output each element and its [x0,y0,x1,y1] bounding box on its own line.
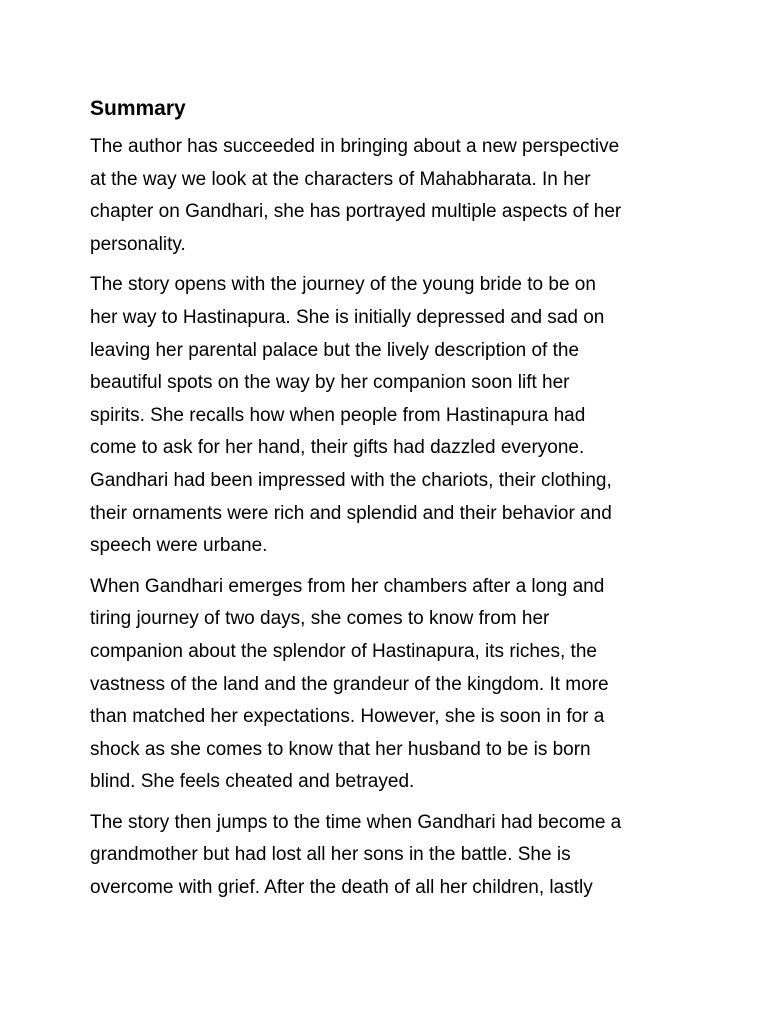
text-line: The story opens with the journey of the young bride to be on [90,274,596,296]
text-line: spirits. She recalls how when people from Hastinapura had [90,404,586,426]
text-line: The author has succeeded in bringing about a new perspective [90,136,620,157]
text-line: beautiful spots on the way by her companion soon lift her [90,372,570,394]
paragraph-4 [90,807,690,905]
text-line: The story then jumps to the time when Gandhari had become a [90,811,622,833]
text-line: come to ask for her hand, their gifts had dazzled everyone. [90,437,585,459]
text-line: grandmother but had lost all her sons in the battle. She is [90,844,571,866]
text-line: speech were urbane. [90,535,268,557]
paragraph-2 [90,269,690,562]
text-line: shock as she comes to know that her husband to be is born [90,738,591,760]
text-line: at the way we look at the characters of Mahabharata. In her [90,168,591,190]
text-line: chapter on Gandhari, she has portrayed multiple aspects of her [90,201,622,223]
text-line: companion about the splendor of Hastinapura, its riches, the [90,640,597,662]
text-line: When Gandhari emerges from her chambers after a long and [90,575,605,597]
text-line: vastness of the land and the grandeur of the kingdom. It more [90,673,609,695]
text-line: tiring journey of two days, she comes to know from her [90,608,550,630]
paragraph-3 [90,571,690,799]
text-line: leaving her parental palace but the lively description of the [90,339,580,361]
text-line: Gandhari had been impressed with the chariots, their clothing, [90,469,612,491]
paragraph-1 [90,131,690,261]
summary-heading: Summary [90,97,186,120]
text-line: blind. She feels cheated and betrayed. [90,771,415,793]
document-page [90,91,690,913]
text-line: her way to Hastinapura. She is initially depressed and sad on [90,306,605,328]
text-line: than matched her expectations. However, she is soon in for a [90,706,605,728]
text-line: their ornaments were rich and splendid and their behavior and [90,502,612,524]
text-line: overcome with grief. After the death of all her children, lastly [90,877,593,899]
text-line: personality. [90,233,186,255]
